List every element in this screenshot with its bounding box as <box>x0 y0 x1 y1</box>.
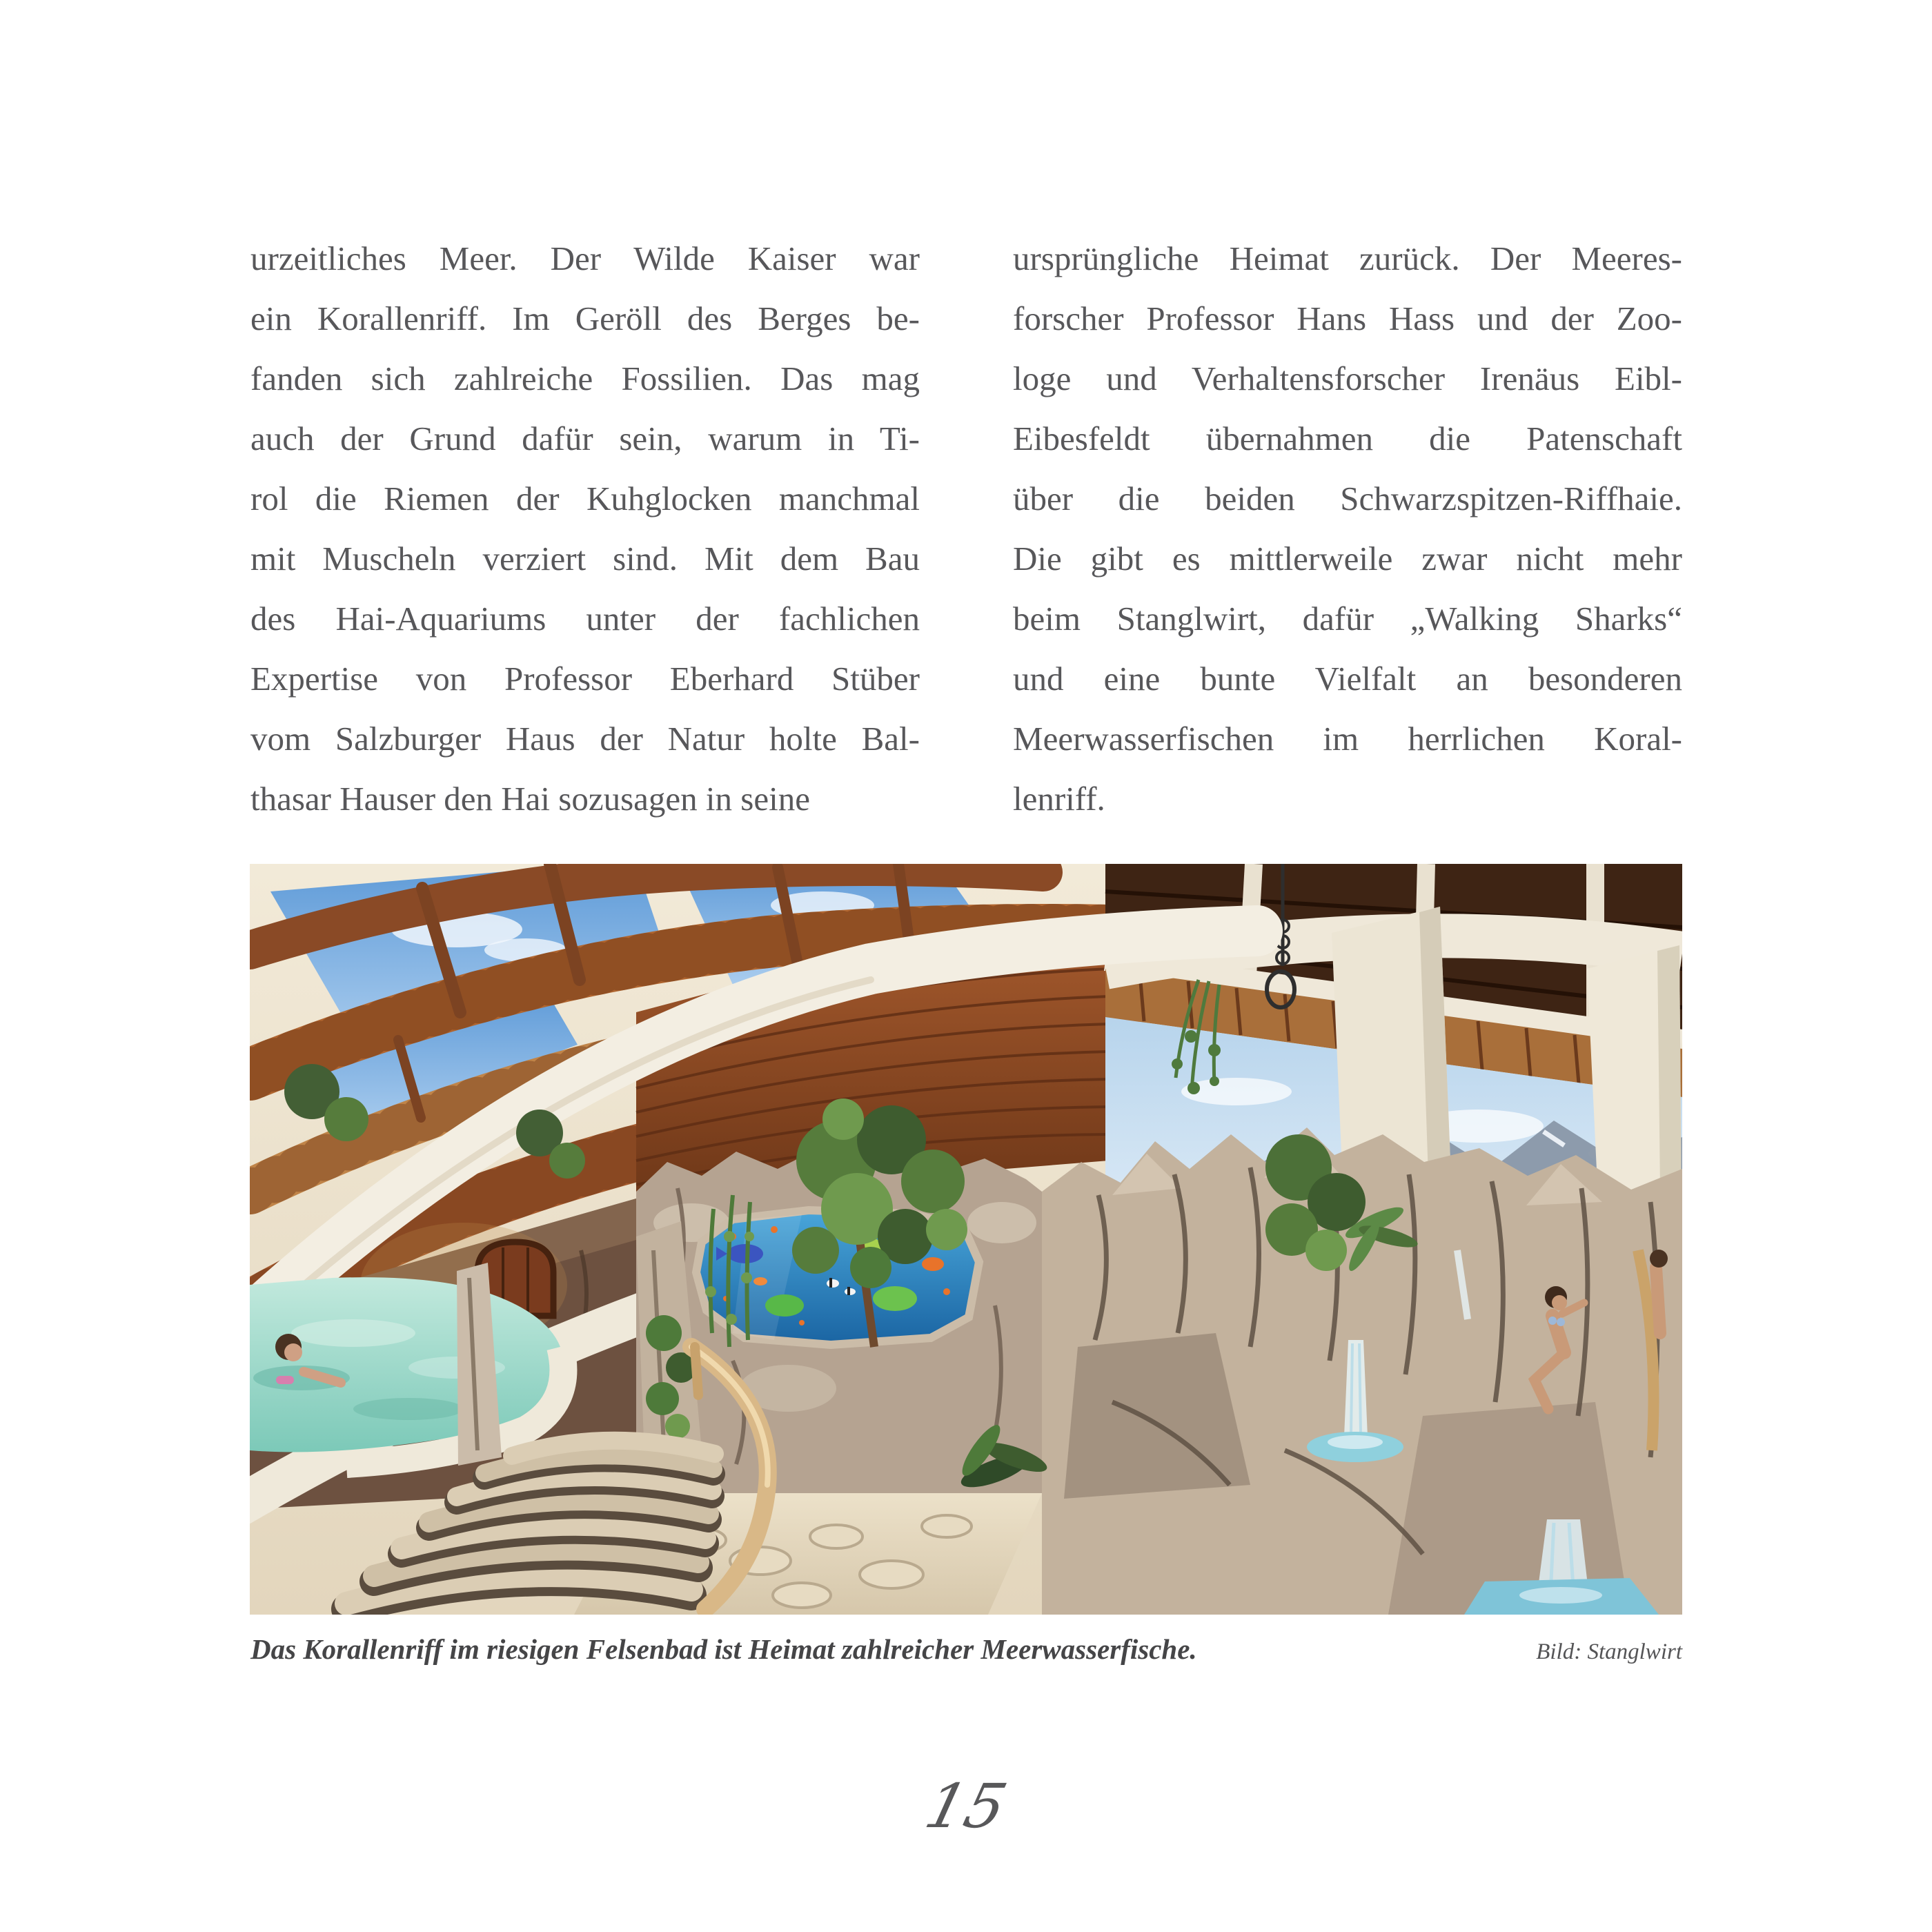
text-line: lenriff. <box>1013 780 1105 818</box>
page-number <box>0 1771 1932 1842</box>
page-number-value: 15 <box>918 1771 1014 1842</box>
text-line: Meerwasserfischen im herrlichen Koral- <box>1013 720 1682 758</box>
text-line: forscher Professor Hans Hass und der Zoo- <box>1013 299 1682 337</box>
text-line: beim Stanglwirt, dafür „Walking Sharks“ <box>1013 600 1682 638</box>
text-line: auch der Grund dafür sein, warum in Ti- <box>250 420 920 457</box>
text-line: urzeitliches Meer. Der Wilde Kaiser war <box>250 239 920 277</box>
text-line: ein Korallenriff. Im Geröll des Berges be- <box>250 299 920 337</box>
text-line: und eine bunte Vielfalt an besonderen <box>1013 660 1682 698</box>
article-column-left <box>250 228 920 829</box>
text-line: ursprüngliche Heimat zurück. Der Meeres- <box>1013 239 1682 277</box>
text-line: des Hai-Aquariums unter der fachlichen <box>250 600 920 638</box>
text-line: Expertise von Professor Eberhard Stüber <box>250 660 920 698</box>
text-line: vom Salzburger Haus der Natur holte Bal- <box>250 720 920 758</box>
article-column-right <box>1013 228 1682 829</box>
text-line: loge und Verhaltensforscher Irenäus Eibl- <box>1013 359 1682 397</box>
text-line: rol die Riemen der Kuhglocken manchmal <box>250 480 920 518</box>
photo-caption: Das Korallenriff im riesigen Felsenbad ist Heimat zahlreicher Meerwasserfische. <box>250 1633 1197 1665</box>
text-line: fanden sich zahlreiche Fossilien. Das mag <box>250 359 920 397</box>
text-line: thasar Hauser den Hai sozusagen in seine <box>250 780 810 818</box>
text-line: mit Muscheln verziert sind. Mit dem Bau <box>250 540 920 578</box>
photo-credit: Bild: Stanglwirt <box>1536 1639 1682 1664</box>
text-line: Eibesfeldt übernahmen die Patenschaft <box>1013 420 1682 457</box>
felsenbad-photo-illustration <box>250 864 1682 1615</box>
text-line: Die gibt es mittlerweile zwar nicht mehr <box>1013 540 1682 578</box>
felsenbad-photo <box>250 864 1682 1615</box>
text-line: über die beiden Schwarzspitzen-Riffhaie. <box>1013 480 1682 518</box>
